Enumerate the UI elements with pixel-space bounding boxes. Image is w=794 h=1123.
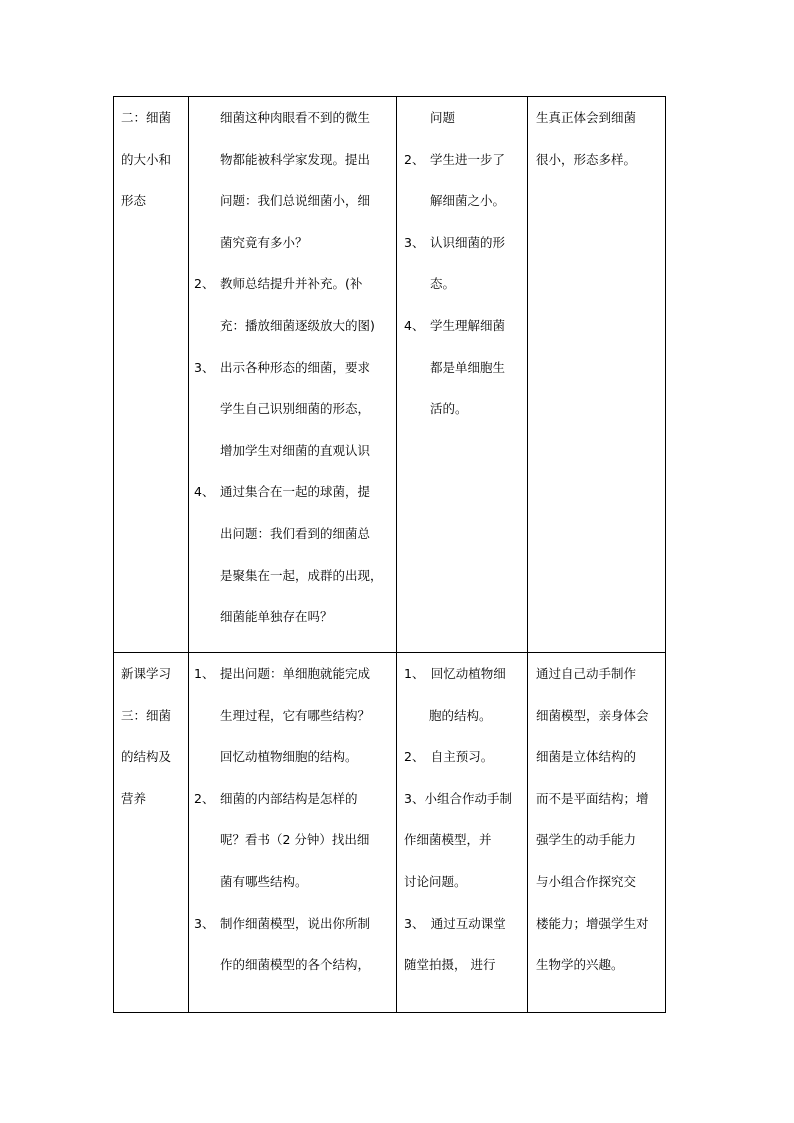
- item-text: 都是单细胞生: [430, 359, 506, 375]
- item-text: 增加学生对细菌的直观认识: [220, 442, 371, 458]
- student-line: 3、小组合作动手制: [404, 790, 512, 806]
- item-number: 1、: [194, 666, 215, 681]
- item-text: 活的。: [430, 401, 468, 417]
- topic-line: 三：细菌: [121, 707, 172, 723]
- item-text: 充：播放细菌逐级放大的图): [220, 317, 375, 333]
- item-number: 3、: [404, 234, 425, 250]
- item-text: 作的细菌模型的各个结构，: [220, 957, 371, 973]
- item-text: 学生理解细菌: [430, 317, 506, 333]
- intent-line: 生真正体会到细菌: [536, 110, 637, 125]
- item-text: 态。: [430, 276, 456, 292]
- item-text: 问题: [430, 110, 456, 125]
- item-text: 细菌的内部结构是怎样的: [220, 790, 358, 806]
- student-activity-cell: [397, 97, 528, 653]
- item-text: 通过集合在一起的球菌，提: [220, 484, 371, 500]
- intent-line: 生物学的兴趣。: [536, 957, 624, 973]
- item-text: 呢？看书（2 分钟）找出细: [220, 832, 370, 848]
- table-row: [114, 97, 666, 653]
- item-text: 菌有哪些结构。: [220, 873, 308, 889]
- item-text: 细菌能单独存在吗？: [220, 609, 333, 625]
- item-number: 2、: [404, 151, 425, 167]
- student-line: 随堂拍摄， 进行: [404, 957, 496, 973]
- teacher-activity-cell: [189, 97, 397, 653]
- item-number: 3、: [194, 359, 215, 375]
- teacher-activity-cell: [189, 653, 397, 1013]
- intent-line: 楼能力；增强学生对: [536, 915, 649, 931]
- item-text: 出问题：我们看到的细菌总: [220, 525, 371, 541]
- student-line: 讨论问题。: [404, 873, 467, 889]
- item-text: 细菌这种肉眼看不到的微生: [220, 110, 371, 125]
- intent-line: 很小，形态多样。: [536, 151, 637, 167]
- intent-line: 细菌模型，亲身体会: [536, 707, 649, 723]
- list-item: [404, 139, 523, 181]
- list-item: [194, 653, 392, 695]
- list-item: [194, 97, 392, 139]
- student-line: 3、 通过互动课堂: [404, 915, 506, 931]
- item-text: 学生进一步了: [430, 151, 506, 167]
- list-item: [194, 903, 392, 945]
- item-text: 提出问题：单细胞就能完成: [220, 666, 371, 681]
- item-number: 4、: [404, 317, 425, 333]
- topic-cell: [114, 97, 189, 653]
- intent-line: 强学生的动手能力: [536, 832, 637, 848]
- item-number: 2、: [194, 276, 215, 292]
- topic-line: 营养: [121, 790, 147, 806]
- topic-line: 的结构及: [121, 749, 172, 765]
- topic-cell: [114, 653, 189, 1013]
- item-text: 问题：我们总说细菌小，细: [220, 193, 371, 209]
- table-row: [114, 653, 666, 1013]
- item-text: 物都能被科学家发现。提出: [220, 151, 371, 167]
- item-text: 认识细菌的形: [430, 234, 506, 250]
- student-line: 2、 自主预习。: [404, 749, 494, 765]
- topic-line: 二：细菌: [121, 110, 172, 125]
- student-line: 胞的结构。: [404, 707, 492, 723]
- item-text: 制作细菌模型，说出你所制: [220, 915, 371, 931]
- list-item: [404, 222, 523, 264]
- intent-line: 细菌是立体结构的: [536, 749, 637, 765]
- item-text: 是聚集在一起，成群的出现，: [220, 567, 383, 583]
- item-text: 学生自己识别细菌的形态，: [220, 401, 371, 417]
- item-number: 3、: [194, 915, 215, 931]
- student-activity-cell: [397, 653, 528, 1013]
- item-text: 解细菌之小。: [430, 193, 506, 209]
- student-line: 1、 回忆动植物细: [404, 666, 506, 681]
- topic-line: 的大小和: [121, 151, 172, 167]
- list-item: [194, 778, 392, 820]
- list-item: [194, 263, 392, 305]
- list-item: [194, 347, 392, 389]
- intent-line: 与小组合作探究交: [536, 873, 637, 889]
- intent-line: 通过自己动手制作: [536, 666, 637, 681]
- design-intent-cell: [528, 653, 666, 1013]
- item-text: 生理过程，它有哪些结构？: [220, 707, 371, 723]
- item-number: 4、: [194, 484, 215, 500]
- lesson-plan-table: [113, 96, 666, 1013]
- item-text: 出示各种形态的细菌，要求: [220, 359, 371, 375]
- intent-line: 而不是平面结构；增: [536, 790, 649, 806]
- student-line: 作细菌模型，并: [404, 832, 492, 848]
- item-text: 教师总结提升并补充。(补: [220, 276, 363, 292]
- list-item: [194, 471, 392, 513]
- topic-line: 新课学习: [121, 666, 172, 681]
- item-text: 菌究竟有多小？: [220, 234, 308, 250]
- list-item: [404, 305, 523, 347]
- design-intent-cell: [528, 97, 666, 653]
- item-number: 2、: [194, 790, 215, 806]
- item-text: 回忆动植物细胞的结构。: [220, 749, 358, 765]
- list-item: [404, 97, 523, 139]
- topic-line: 形态: [121, 193, 147, 209]
